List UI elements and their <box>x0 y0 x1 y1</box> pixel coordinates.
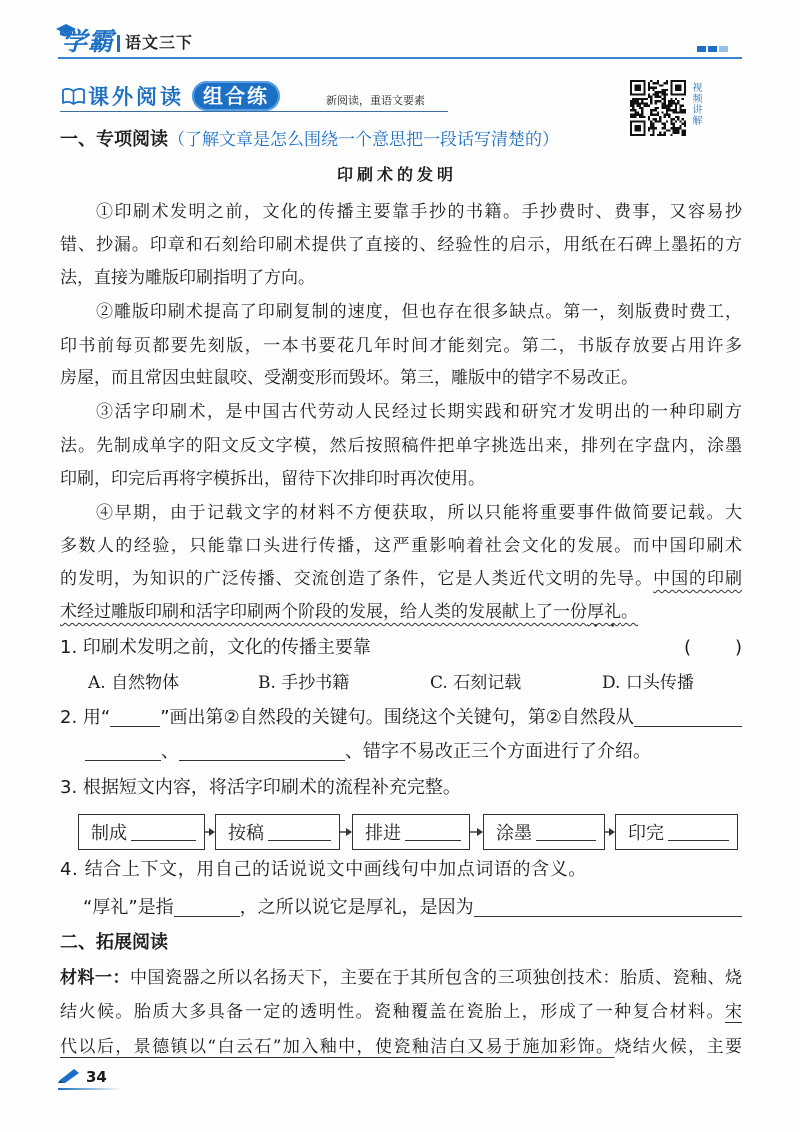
underlined-sentence: 代以后，景德镇以“白云石”加入釉中，使瓷釉洁白又易于施加彩饰。 <box>60 1037 615 1057</box>
answer-blank[interactable] <box>405 824 461 841</box>
header-divider-bar <box>117 35 120 52</box>
article-line: ②雕版印刷术提高了印刷复制的速度，但也存在很多缺点。第一，刻版费时费工， <box>96 302 742 322</box>
answer-blank[interactable] <box>174 896 240 917</box>
option-d[interactable]: D. 口头传播 <box>602 673 694 693</box>
option-a[interactable]: A. 自然物体 <box>88 673 180 693</box>
part1-heading: 一、专项阅读 <box>60 129 168 150</box>
article-line: 错、抄漏。印章和石刻给印刷术提供了直接的、经验性的启示，用纸在石碑上墨拓的方 <box>60 235 742 255</box>
flow-step-label: 印完 <box>628 823 664 844</box>
question-text: ”画出第②自然段的关键句。围绕这个关键句，第②自然段从 <box>160 707 634 728</box>
flow-step-box <box>215 814 340 850</box>
option-b[interactable]: B. 手抄书籍 <box>258 673 350 693</box>
brand-logo <box>56 22 116 56</box>
article-line: 印书前每页都要先刻版，一本书要花几年时间才能刻完。第二，书版存放要占用许多 <box>60 336 742 356</box>
material-text: 中国瓷器之所以名扬天下，主要在于其所包含的三项独创技术：胎质、瓷釉、烧 <box>130 968 742 988</box>
brand-name: 学霸 <box>62 27 115 56</box>
article-title: 印刷术的发明 <box>336 165 457 184</box>
flow-step-label: 排进 <box>365 823 401 844</box>
answer-blank[interactable] <box>110 706 160 727</box>
question-4-answer-line <box>83 896 742 920</box>
article-line: ④早期，由于记载文字的材料不方便获取，所以只能将重要事件做简要记载。大 <box>96 503 742 523</box>
section-badge: 组合练 <box>192 81 280 111</box>
answer-blank[interactable] <box>634 706 742 727</box>
video-explanation-label[interactable]: 视频讲解 <box>690 82 701 126</box>
option-c[interactable]: C. 石刻记载 <box>430 673 522 693</box>
answer-blank[interactable] <box>668 824 729 841</box>
decor-square <box>719 46 728 52</box>
material-text: 结火候。胎质大多具备一定的透明性。瓷釉覆盖在瓷胎上，形成了一种复合材料。 <box>60 1002 725 1022</box>
flow-arrow-icon <box>470 827 483 837</box>
flow-step-label: 制成 <box>91 823 127 844</box>
material-line <box>60 1000 742 1024</box>
decor-square <box>708 46 717 52</box>
part1-hint: （了解文章是怎么围绕一个意思把一段话写清楚的） <box>168 130 559 150</box>
material-line <box>60 966 742 990</box>
flow-step-box <box>483 814 605 850</box>
answer-blank[interactable] <box>179 740 345 761</box>
article-text: 。 <box>621 602 638 622</box>
book-subject: 语文三下 <box>125 33 194 52</box>
part1-heading-row <box>60 128 559 152</box>
part2-heading: 二、拓展阅读 <box>60 932 168 953</box>
answer-blank[interactable] <box>131 824 196 841</box>
question-text: ，之所以说它是厚礼，是因为 <box>239 897 474 918</box>
section-slogan: 新阅读，重语文要素 <box>326 94 425 107</box>
flow-step-box <box>78 814 205 850</box>
answer-blank[interactable] <box>85 740 161 761</box>
qr-code[interactable] <box>630 80 686 136</box>
bracket-open: ( <box>684 637 692 658</box>
article-line: 印刷，印完后再将字模拆出，留待下次排印时再次使用。 <box>60 469 485 489</box>
question-text: 、 <box>161 741 179 762</box>
banner-underline <box>60 111 448 112</box>
material-label: 材料一： <box>60 968 130 988</box>
flow-arrow-icon <box>605 827 615 837</box>
question-text: 、错字不易改正三个方面进行了介绍。 <box>345 741 651 762</box>
bracket-close: ) <box>734 637 742 658</box>
question-text: “厚礼”是指 <box>83 897 174 918</box>
question-2-line-2 <box>85 740 742 764</box>
material-line <box>60 1035 742 1059</box>
flow-arrow-icon <box>205 827 215 837</box>
decor-square <box>697 46 706 52</box>
question-1-stem: 1. 印刷术发明之前，文化的传播主要靠 <box>60 637 371 658</box>
flow-arrow-icon <box>340 827 352 837</box>
open-book-icon <box>62 88 85 105</box>
article-line: 法，直接为雕版印刷指明了方向。 <box>60 268 315 288</box>
underlined-sentence: 宋 <box>725 1002 742 1022</box>
article-line: ①印刷术发明之前，文化的传播主要靠手抄的书籍。手抄费时、费事，又容易抄 <box>96 202 742 222</box>
page-number: 34 <box>86 1068 107 1086</box>
dotted-key-word: 厚礼 <box>587 602 621 622</box>
answer-blank[interactable] <box>268 824 331 841</box>
header-rule <box>58 57 742 59</box>
flow-step-box <box>352 814 470 850</box>
question-text: 2. 用“ <box>60 707 111 728</box>
article-line <box>60 567 742 591</box>
article-line: 房屋，而且常因虫蛀鼠咬、受潮变形而毁坏。第三，雕版中的错字不易改正。 <box>60 368 638 388</box>
answer-blank[interactable] <box>474 896 742 917</box>
footer-rule <box>58 1088 122 1090</box>
answer-bracket[interactable] <box>684 636 742 660</box>
wavy-underlined-sentence <box>60 602 638 622</box>
article-line: ③活字印刷术，是中国古代劳动人民经过长期实践和研究才发明出的一种印刷方 <box>96 402 742 422</box>
article-text: 的发明，为知识的广泛传播、交流创造了条件，它是人类近代文明的先导。 <box>60 569 654 589</box>
article-line <box>60 600 742 624</box>
header-decor-squares <box>697 46 728 52</box>
wavy-underlined-sentence: 中国的印刷 <box>653 569 743 589</box>
flow-step-label: 按稿 <box>228 823 264 844</box>
flow-step-label: 涂墨 <box>496 823 532 844</box>
article-line: 多数人的经验，只能靠口头进行传播，这严重影响着社会文化的发展。而中国印刷术 <box>60 536 742 556</box>
answer-blank[interactable] <box>536 824 596 841</box>
article-text: 术经过雕版印刷和活字印刷两个阶段的发展，给人类的发展献上了一份 <box>60 602 587 622</box>
question-2-line-1 <box>60 706 742 730</box>
article-line: 法。先制成单字的阳文反文字模，然后按照稿件把单字挑选出来，排列在字盘内，涂墨 <box>60 436 742 456</box>
question-4-stem: 4. 结合上下文，用自己的话说说文中画线句中加点词语的含义。 <box>60 859 587 880</box>
flow-step-box <box>615 814 738 850</box>
section-banner-title: 课外阅读 <box>88 85 184 109</box>
material-text: 烧结火候，主要 <box>614 1037 742 1057</box>
question-3-stem: 3. 根据短文内容，将活字印刷术的流程补充完整。 <box>60 777 461 798</box>
pencil-icon <box>58 1067 82 1083</box>
